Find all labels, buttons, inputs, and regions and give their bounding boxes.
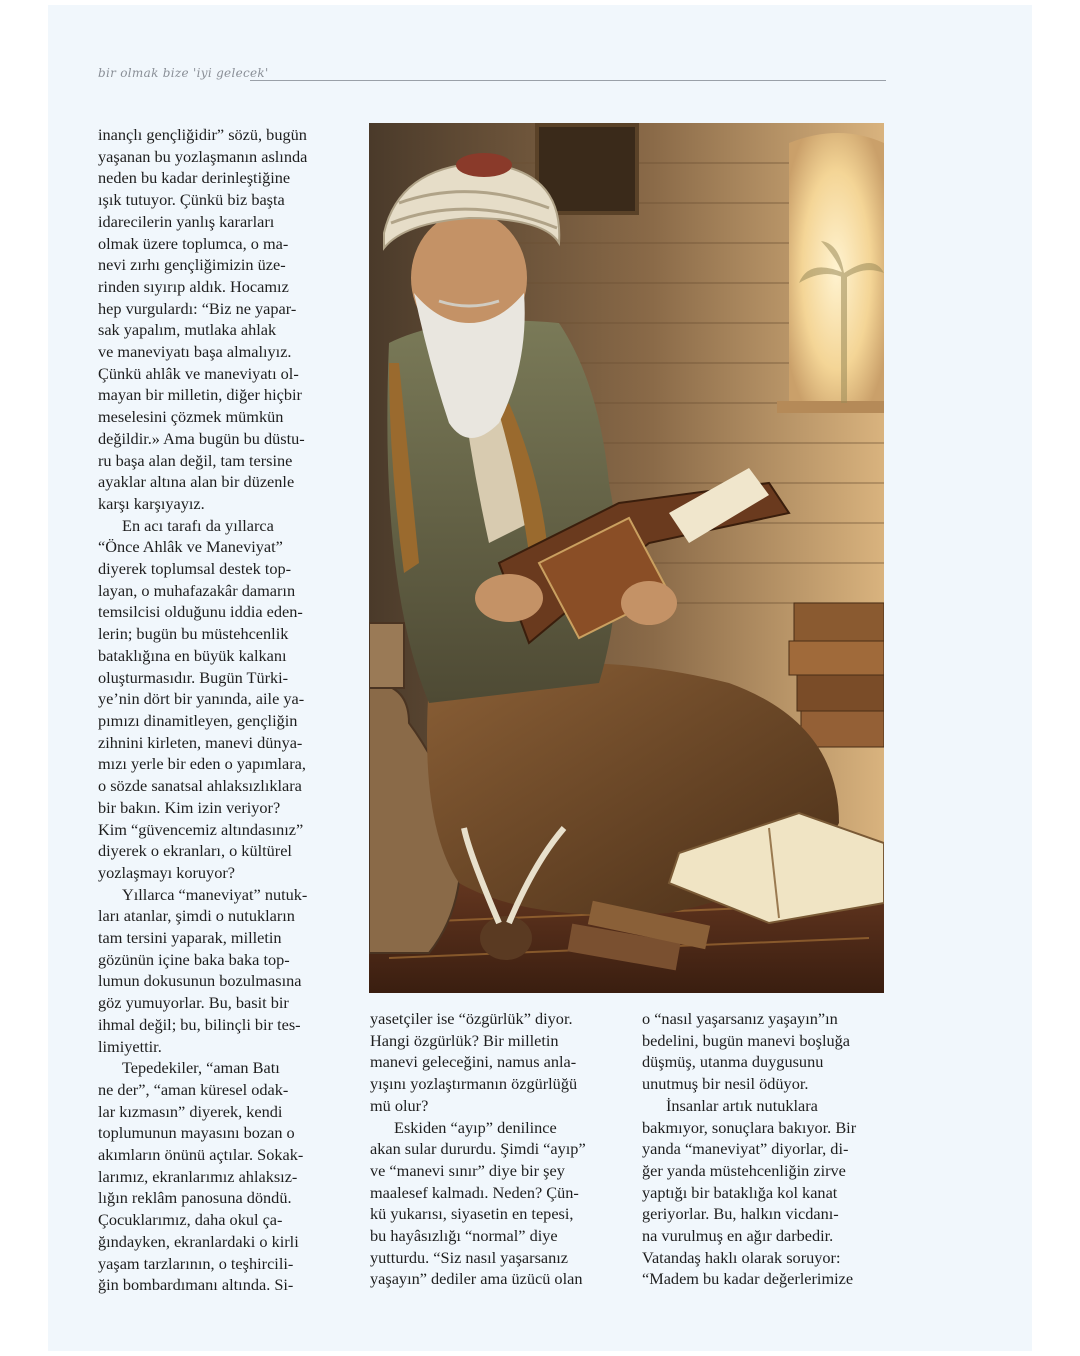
running-header: [98, 66, 886, 90]
scholar-reading-icon: [369, 123, 884, 993]
text-column-middle: [370, 1008, 618, 1290]
paragraph: Tepedekiler, “aman Batı ne der”, “aman küresel odak- lar kızmasın” diyerek, kendi toplumunun mayasını bozan o akımların önünü açtılar. Sokak- larımız, ekranlarımız ahlaksız- lığın reklâm panosuna döndü. Çocuklarımız, daha okul ça- ğındayken, ekranlardaki o kirli yaşam tarzlarının, o teşhircili- ğin bombardımanı altında. Si-: [98, 1058, 304, 1295]
paragraph: o “nasıl yaşarsanız yaşayın”ın bedelini, bugün manevi boşluğa düşmüş, utanma duygusunu unutmuş bir nesil ödüyor.: [642, 1009, 850, 1094]
paragraph: yasetçiler ise “özgürlük” diyor. Hangi özgürlük? Bir milletin manevi geleceğini, namus anla- yışını yozlaştırmanın özgürlüğü mü olur?: [370, 1009, 578, 1115]
scholar-illustration: [369, 123, 884, 993]
paragraph: Eskiden “ayıp” denilince akan sular dururdu. Şimdi “ayıp” ve “manevi sınır” diye bir şey maalesef kalmadı. Neden? Çün- kü yukarısı, siyasetin en tepesi, bu hayâsızlığı “normal” diye yutturdu. “Siz nasıl yaşarsanız yaşayın” dediler ama üzücü olan: [370, 1117, 586, 1289]
running-title: bir olmak bize 'iyi gelecek': [98, 66, 269, 80]
paragraph: En acı tarafı da yıllarca “Önce Ahlâk ve Maneviyat” diyerek toplumsal destek top- layan, o muhafazakâr damarın temsilcisi olduğunu iddia eden- lerin; bugün bu müstehcenlik bataklığına en büyük kalkanı oluşturmasıdır. Bugün Türki- ye’nin dört bir yanında, aile ya- pımızı dinamitleyen, gençliğin zihnini kirleten, manevi dünya- mızı yerle bir eden o yapımlara, o sözde sanatsal ahlaksızlıklara bir bakın. Kim izin veriyor? Kim “güvencemiz altındasınız” diyerek o ekranları, o kültürel yozlaşmayı koruyor?: [98, 515, 306, 882]
paragraph: inançlı gençliğidir” sözü, bugün yaşanan bu yozlaşmanın aslında neden bu kadar derinleştiğine ışık tutuyor. Çünkü biz başta idarecilerin yanlış kararları olmak üzere toplumca, o ma- nevi zırhı gençliğimizin üze- rinden sıyırıp aldık. Hocamız hep vurgulardı: “Biz ne yapar- sak yapalım, mutlaka ahlak ve maneviyatı başa almalıyız. Çünkü ahlâk ve maneviyatı ol- mayan bir milletin, diğer hiçbir meselesini çözmek mümkün değildir.» Ama bugün bu düstu- ru başa alan değil, tam tersine ayaklar altına alan bir düzenle karşı karşıyayız.: [98, 125, 308, 513]
paragraph: İnsanlar artık nutuklara bakmıyor, sonuçlara bakıyor. Bir yanda “maneviyat” diyorlar, di- ğer yanda müstehcenliğin zirve yaptığı bir bataklığa kol kanat geriyorlar. Bu, halkın vicdanı- na vurulmuş en ağır darbedir. Vatandaş haklı olarak soruyor: “Madem bu kadar değerlerimize: [642, 1095, 857, 1289]
text-column-left: [98, 124, 344, 1296]
text-column-right: [642, 1008, 890, 1290]
paragraph: Yıllarca “maneviyat” nutuk- ları atanlar, şimdi o nutukların tam tersini yaparak, milletin gözünün içine baka baka top- lumun dokusunun bozulmasına göz yumuyorlar. Bu, basit bir ihmal değil; bu, bilinçli bir tes- limiyettir.: [98, 884, 308, 1056]
header-rule: [250, 80, 886, 81]
